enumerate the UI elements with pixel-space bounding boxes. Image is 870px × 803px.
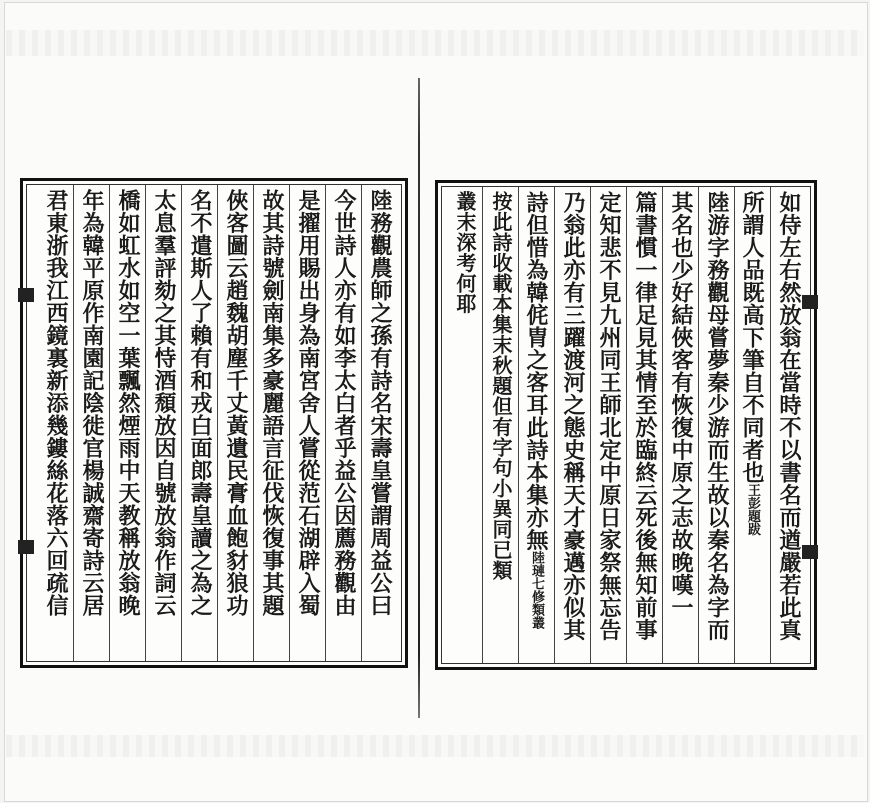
left-page-text-frame [26,184,402,662]
right-column-3: 陸游字務觀母嘗夢秦少游而生故以秦名為字而 [698,187,734,663]
right-column-10: 叢末深考何耶 [453,191,477,314]
right-page [435,180,817,670]
right-column-7: 乃翁此亦有三躍渡河之態史稱天才豪邁亦似其 [554,187,590,663]
right-column-6: 定知悲不見九州同王師北定中原日家祭無忘告 [590,187,626,663]
page-edge-tab [802,295,818,309]
page-edge-tab [802,545,818,559]
right-column-9: 按此詩收載本集末秋題但有字句小異同已類 [482,187,518,663]
right-column-8 [518,187,554,663]
left-column-9: 年為韓平原作南園記陰徙官楊誠齋寄詩云居 [73,185,109,661]
left-column-6: 名不遣斯人了賴有和戎白面郎壽皇讀之為之 [181,185,217,661]
left-column-3: 是擢用賜出身為南宮舍人嘗從范石湖辟入蜀 [289,185,325,661]
page-edge-tab [18,288,34,302]
right-column-1: 如侍左右然放翁在當時不以書名而遒嚴若此真 [770,187,806,663]
right-column-2-text: 所謂人品既高下筆自不同者也 [739,191,765,484]
right-column-4: 其名也少好結俠客有恢復中原之志故晚嘆一 [662,187,698,663]
page-edge-tab [18,540,34,554]
book-gutter [414,78,424,718]
left-column-5: 俠客圖云趙魏胡塵千丈黃遺民膏血飽豺狼功 [217,185,253,661]
right-column-5: 篇書慣一律足見其情至於臨終云死後無知前事 [626,187,662,663]
right-column-8-text: 詩但惜為韓侂胄之客耳此詩本集亦無 [523,191,549,551]
right-page-text-frame [441,186,811,664]
bleed-through-bottom [6,735,864,757]
left-column-4: 故其詩號劍南集多豪麗語言征伐恢復事其題 [253,185,289,661]
left-page [20,178,408,668]
right-column-8-annotation: 陸璉七修類叢 [529,551,544,629]
right-column-2 [734,187,770,663]
left-column-2: 今世詩人亦有如李太白者乎益公因薦務觀由 [325,185,361,661]
left-column-8: 橋如虹水如空一葉飄然煙雨中天教稱放翁晚 [109,185,145,661]
left-column-7: 太息羣評劾之其恃酒頹放因自號放翁作詞云 [145,185,181,661]
right-column-2-annotation: 王彭題跋 [745,483,760,536]
left-column-10: 君東浙我江西鏡裏新添幾鏤絲花落六回疏信 [43,189,69,617]
bleed-through-top [6,30,864,56]
left-column-1: 陸務觀農師之孫有詩名宋壽皇嘗謂周益公曰 [361,185,397,661]
